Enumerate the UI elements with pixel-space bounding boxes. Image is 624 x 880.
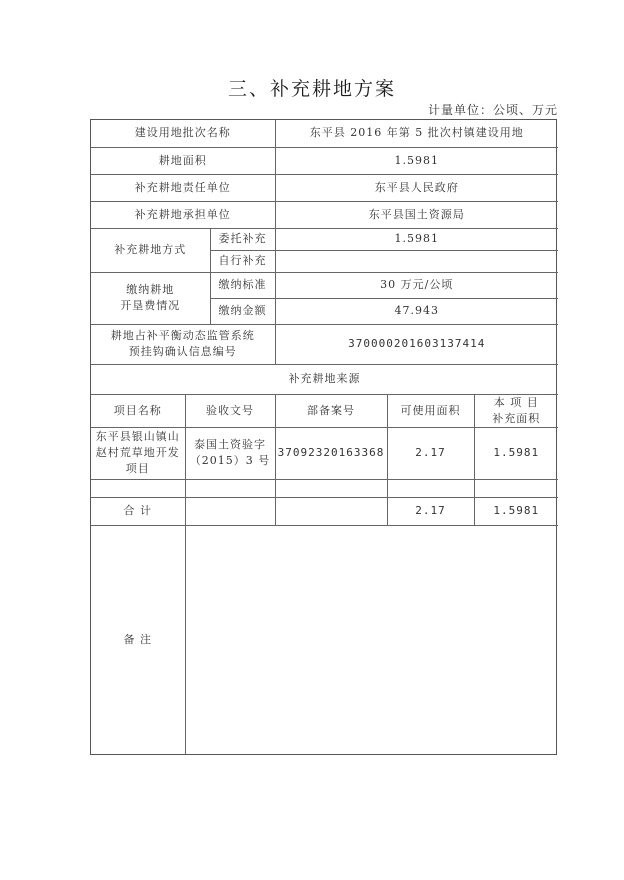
row-method-entrust [91, 228, 558, 250]
col-project-name: 项目名称 [91, 394, 185, 427]
confirm-label: 耕地占补平衡动态监管系统 预挂钩确认信息编号 [91, 324, 275, 364]
row-confirm [91, 324, 558, 364]
remarks-value [185, 525, 558, 754]
responsible-label: 补充耕地责任单位 [91, 174, 275, 201]
total-empty-cell [275, 497, 387, 525]
fee-label: 缴纳耕地 开垦费情况 [91, 272, 210, 324]
row-undertaker [91, 201, 558, 228]
source-header: 补充耕地来源 [91, 364, 558, 394]
total-supplement-area: 1.5981 [474, 497, 558, 525]
area-label: 耕地面积 [91, 147, 275, 174]
row-fee-standard [91, 272, 558, 298]
col-usable-area: 可使用面积 [387, 394, 474, 427]
responsible-value: 东平县人民政府 [275, 174, 558, 201]
total-usable-area: 2.17 [387, 497, 474, 525]
empty-cell [387, 479, 474, 497]
self-label: 自行补充 [210, 250, 275, 272]
item-supplement-area: 1.5981 [474, 427, 558, 479]
empty-cell [474, 479, 558, 497]
source-column-headers [91, 394, 558, 427]
empty-cell [275, 479, 387, 497]
row-source-header [91, 364, 558, 394]
col-supplement-area: 本 项 目 补充面积 [474, 394, 558, 427]
col-doc-number: 验收文号 [185, 394, 275, 427]
item-doc-number: 泰国土资验字 （2015）3 号 [185, 427, 275, 479]
remarks-label: 备 注 [91, 525, 185, 754]
undertaker-label: 补充耕地承担单位 [91, 201, 275, 228]
item-project-name: 东平县银山镇山 赵村荒草地开发 项目 [91, 427, 185, 479]
batch-name-value: 东平县 2016 年第 5 批次村镇建设用地 [275, 120, 558, 147]
row-responsible [91, 174, 558, 201]
col-record-number: 部备案号 [275, 394, 387, 427]
item-record-number: 37092320163368 [275, 427, 387, 479]
supplement-farmland-form [90, 119, 557, 755]
total-empty-cell [185, 497, 275, 525]
entrust-value: 1.5981 [275, 228, 558, 250]
total-label: 合 计 [91, 497, 185, 525]
entrust-label: 委托补充 [210, 228, 275, 250]
unit-label: 计量单位：公顷、万元 [427, 103, 558, 117]
area-value: 1.5981 [275, 147, 558, 174]
empty-cell [91, 479, 185, 497]
fee-standard-value: 30 万元/公顷 [275, 272, 558, 298]
confirm-value: 370000201603137414 [275, 324, 558, 364]
empty-cell [185, 479, 275, 497]
fee-amount-value: 47.943 [275, 298, 558, 324]
table-row [91, 427, 558, 479]
batch-name-label: 建设用地批次名称 [91, 120, 275, 147]
method-label: 补充耕地方式 [91, 228, 210, 272]
form-table [91, 120, 558, 754]
fee-amount-label: 缴纳金额 [210, 298, 275, 324]
self-value [275, 250, 558, 272]
table-row-empty [91, 479, 558, 497]
row-remarks [91, 525, 558, 754]
row-batch-name [91, 120, 558, 147]
page-title: 三、补充耕地方案 [227, 78, 396, 100]
undertaker-value: 东平县国土资源局 [275, 201, 558, 228]
item-usable-area: 2.17 [387, 427, 474, 479]
row-area [91, 147, 558, 174]
fee-standard-label: 缴纳标准 [210, 272, 275, 298]
row-total [91, 497, 558, 525]
